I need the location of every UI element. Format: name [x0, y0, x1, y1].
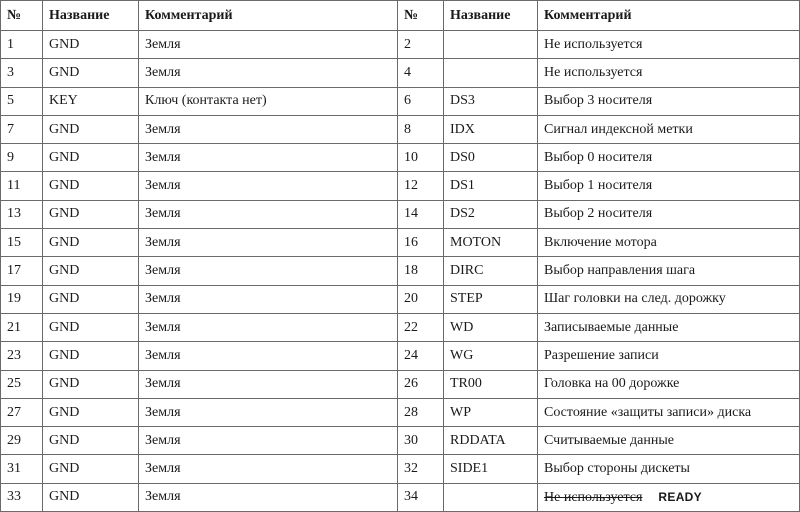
pin-comment: Земля — [139, 427, 398, 455]
pin-number: 4 — [398, 59, 444, 87]
pin-name: WP — [444, 398, 538, 426]
pin-name: MOTON — [444, 229, 538, 257]
header-row — [1, 1, 800, 31]
pin-number: 2 — [398, 31, 444, 59]
pin-name: DS1 — [444, 172, 538, 200]
pin-comment: Земля — [139, 59, 398, 87]
pin-comment: Не используется — [538, 59, 800, 87]
pin-name: STEP — [444, 285, 538, 313]
ready-label: READY — [658, 489, 702, 504]
pin-name: SIDE1 — [444, 455, 538, 483]
pin-number: 9 — [1, 144, 43, 172]
pin-number: 14 — [398, 200, 444, 228]
pin-name: GND — [43, 115, 139, 143]
pin-number: 19 — [1, 285, 43, 313]
pin-number: 7 — [1, 115, 43, 143]
pin-name: GND — [43, 200, 139, 228]
pin-comment: Земля — [139, 257, 398, 285]
pin-comment: Земля — [139, 115, 398, 143]
pin-number: 8 — [398, 115, 444, 143]
pin-name: GND — [43, 398, 139, 426]
pin-name: GND — [43, 229, 139, 257]
pin-number: 6 — [398, 87, 444, 115]
pin-comment: Земля — [139, 31, 398, 59]
pin-number: 28 — [398, 398, 444, 426]
pin-name: GND — [43, 313, 139, 341]
pin-comment: Земля — [139, 342, 398, 370]
table-row — [1, 229, 800, 257]
pin-number: 29 — [1, 427, 43, 455]
pin-name: WG — [444, 342, 538, 370]
table-row — [1, 200, 800, 228]
pin-comment: Считываемые данные — [538, 427, 800, 455]
table-row — [1, 172, 800, 200]
pin-number: 22 — [398, 313, 444, 341]
pin-comment: Земля — [139, 172, 398, 200]
pin-comment: Земля — [139, 200, 398, 228]
header-comment-2: Комментарий — [538, 1, 800, 31]
pin-comment: Записываемые данные — [538, 313, 800, 341]
table-row — [1, 427, 800, 455]
header-num: № — [1, 1, 43, 31]
pin-name: GND — [43, 144, 139, 172]
pin-number: 21 — [1, 313, 43, 341]
pin-number: 13 — [1, 200, 43, 228]
pin-name: RDDATA — [444, 427, 538, 455]
header-comment: Комментарий — [139, 1, 398, 31]
table-row — [1, 115, 800, 143]
pin-comment: Включение мотора — [538, 229, 800, 257]
pin-number: 31 — [1, 455, 43, 483]
pin-comment: Состояние «защиты записи» диска — [538, 398, 800, 426]
pin-number: 30 — [398, 427, 444, 455]
pin-number: 16 — [398, 229, 444, 257]
pin-number: 18 — [398, 257, 444, 285]
pin-comment-struck-cell — [538, 483, 800, 511]
header-num-2: № — [398, 1, 444, 31]
table-row — [1, 370, 800, 398]
pin-comment: Земля — [139, 144, 398, 172]
table-row — [1, 342, 800, 370]
pin-number: 32 — [398, 455, 444, 483]
pin-number: 34 — [398, 483, 444, 511]
pin-number: 23 — [1, 342, 43, 370]
pin-name: GND — [43, 370, 139, 398]
pin-comment: Разрешение записи — [538, 342, 800, 370]
pin-comment: Земля — [139, 455, 398, 483]
pin-number: 1 — [1, 31, 43, 59]
table-row — [1, 398, 800, 426]
pin-name: GND — [43, 342, 139, 370]
table-row — [1, 455, 800, 483]
pin-comment: Ключ (контакта нет) — [139, 87, 398, 115]
pin-rows — [1, 31, 800, 512]
pin-name: DIRC — [444, 257, 538, 285]
pin-number: 12 — [398, 172, 444, 200]
pin-name: GND — [43, 31, 139, 59]
pin-comment: Земля — [139, 285, 398, 313]
pin-name — [444, 31, 538, 59]
pin-name: DS0 — [444, 144, 538, 172]
table-row — [1, 313, 800, 341]
pin-comment: Земля — [139, 483, 398, 511]
pin-name — [444, 483, 538, 511]
pin-name — [444, 59, 538, 87]
pin-number: 24 — [398, 342, 444, 370]
table-row — [1, 285, 800, 313]
header-name-2: Название — [444, 1, 538, 31]
pin-name: IDX — [444, 115, 538, 143]
pin-comment: Земля — [139, 398, 398, 426]
pin-comment: Выбор 1 носителя — [538, 172, 800, 200]
pin-name: KEY — [43, 87, 139, 115]
pin-comment: Шаг головки на след. дорожку — [538, 285, 800, 313]
pin-name: GND — [43, 257, 139, 285]
pin-number: 11 — [1, 172, 43, 200]
pin-number: 10 — [398, 144, 444, 172]
pin-comment: Выбор стороны дискеты — [538, 455, 800, 483]
header-name: Название — [43, 1, 139, 31]
table-row — [1, 257, 800, 285]
pin-number: 25 — [1, 370, 43, 398]
pin-comment: Земля — [139, 229, 398, 257]
pin-name: DS3 — [444, 87, 538, 115]
pin-comment: Сигнал индексной метки — [538, 115, 800, 143]
pin-name: DS2 — [444, 200, 538, 228]
pin-comment: Головка на 00 дорожке — [538, 370, 800, 398]
pin-comment: Земля — [139, 313, 398, 341]
pin-name: GND — [43, 455, 139, 483]
pin-number: 27 — [1, 398, 43, 426]
pin-comment: Выбор направления шага — [538, 257, 800, 285]
pin-comment: Земля — [139, 370, 398, 398]
struck-comment: Не используется — [544, 489, 643, 505]
pin-number: 33 — [1, 483, 43, 511]
pin-name: GND — [43, 427, 139, 455]
pin-number: 20 — [398, 285, 444, 313]
pin-number: 5 — [1, 87, 43, 115]
pin-number: 26 — [398, 370, 444, 398]
pin-number: 17 — [1, 257, 43, 285]
pin-comment: Выбор 3 носителя — [538, 87, 800, 115]
pin-comment: Не используется — [538, 31, 800, 59]
pin-name: WD — [444, 313, 538, 341]
table-row — [1, 144, 800, 172]
table-row — [1, 59, 800, 87]
pin-number: 15 — [1, 229, 43, 257]
table-row-last — [1, 483, 800, 511]
pin-name: GND — [43, 285, 139, 313]
pin-number: 3 — [1, 59, 43, 87]
pin-name: TR00 — [444, 370, 538, 398]
pin-comment: Выбор 2 носителя — [538, 200, 800, 228]
pin-name: GND — [43, 483, 139, 511]
pin-comment: Выбор 0 носителя — [538, 144, 800, 172]
pin-name: GND — [43, 172, 139, 200]
pin-name: GND — [43, 59, 139, 87]
table-row — [1, 31, 800, 59]
table-row — [1, 87, 800, 115]
